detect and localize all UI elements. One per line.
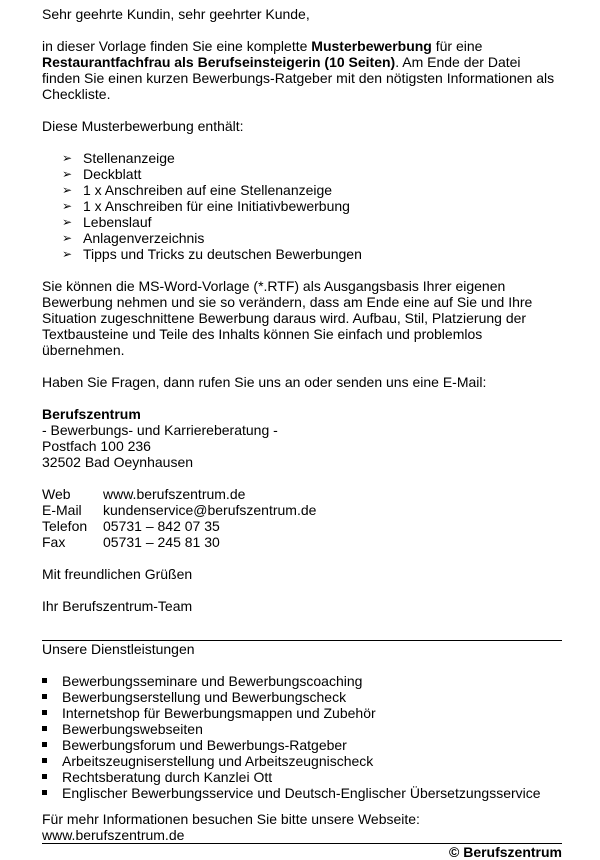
list-item: Internetshop für Bewerbungsmappen und Zubehör [42,705,562,721]
phone-value: 05731 – 842 07 35 [103,518,220,534]
list-item: Englischer Bewerbungsservice und Deutsch-Englischer Übersetzungsservice [42,785,562,801]
questions-paragraph: Haben Sie Fragen, dann rufen Sie uns an oder senden uns eine E-Mail: [42,374,487,390]
list-item: ➢ 1 x Anschreiben auf eine Stellenanzeige [62,182,333,198]
list-item: Bewerbungswebseiten [42,721,562,737]
contact-table [42,486,562,550]
document-page [42,6,562,860]
footer-info: Für mehr Informationen besuchen Sie bitte unsere Webseite: www.berufszentrum.de [42,811,420,843]
arrow-bullet-icon: ➢ [62,167,73,181]
fax-value: 05731 – 245 81 30 [103,534,220,550]
company-city: 32502 Bad Oeynhausen [42,454,194,470]
square-bullet-icon [42,678,47,683]
list-item: ➢ 1 x Anschreiben für eine Initiativbewerbung [62,198,350,214]
list-item: ➢ Anlagenverzeichnis [62,230,205,246]
company-postbox: Postfach 100 236 [42,438,151,454]
list-item: Arbeitszeugniserstellung und Arbeitszeugnischeck [42,753,562,769]
list-item: Bewerbungsseminare und Bewerbungscoaching [42,673,562,689]
list-item: Rechtsberatung durch Kanzlei Ott [42,769,562,785]
intro-bold-1: Musterbewerbung [311,38,432,54]
company-name: Berufszentrum [42,406,141,422]
contact-row-phone: Telefon 05731 – 842 07 35 [42,518,220,534]
list-item: ➢ Lebenslauf [62,214,152,230]
list-item: ➢ Deckblatt [62,166,142,182]
contents-heading: Diese Musterbewerbung enthält: [42,118,244,134]
signature: Ihr Berufszentrum-Team [42,598,193,614]
services-list [42,673,562,801]
square-bullet-icon [42,726,47,731]
usage-paragraph: Sie können die MS-Word-Vorlage (*.RTF) als Ausgangsbasis Ihrer eigenen Bewerbung nehmen und sie so verändern, dass am Ende eine auf Sie und Ihre Situation zugeschnittene Bewerbung daraus wird. Aufbau, Stil, Platzierung der Textbausteine und Teile des Inhalts können Sie einfach und problemlos übernehmen. [42,278,533,358]
square-bullet-icon [42,742,47,747]
arrow-bullet-icon: ➢ [62,231,73,245]
square-bullet-icon [42,710,47,715]
arrow-bullet-icon: ➢ [62,183,73,197]
contact-row-email: E-Mail kundenservice@berufszentrum.de [42,502,317,518]
intro-paragraph: in dieser Vorlage finden Sie eine komplette Musterbewerbung für eine Restaurantfachfrau als Berufseinsteigerin (10 Seiten). Am Ende der Datei finden Sie einen kurzen Bewerbungs-Ratgeber mit den nötigsten Informationen als Checkliste. [42,38,555,102]
square-bullet-icon [42,790,47,795]
arrow-bullet-icon: ➢ [62,199,73,213]
arrow-bullet-icon: ➢ [62,151,73,165]
contact-row-fax: Fax 05731 – 245 81 30 [42,534,220,550]
list-item: Bewerbungserstellung und Bewerbungscheck [42,689,562,705]
square-bullet-icon [42,694,47,699]
list-item: ➢ Tipps und Tricks zu deutschen Bewerbungen [62,246,362,262]
contents-list [42,150,562,262]
email-link[interactable]: kundenservice@berufszentrum.de [103,502,317,518]
company-tagline: - Bewerbungs- und Karriereberatung - [42,422,278,438]
list-item: Bewerbungsforum und Bewerbungs-Ratgeber [42,737,562,753]
web-link[interactable]: www.berufszentrum.de [103,486,246,502]
greeting: Sehr geehrte Kundin, sehr geehrter Kunde, [42,6,310,22]
services-heading: Unsere Dienstleistungen [42,641,195,657]
intro-bold-2: Restaurantfachfrau als Berufseinsteigerin (10 Seiten) [42,54,396,70]
copyright: © Berufszentrum [449,844,562,860]
list-item: ➢ Stellenanzeige [62,150,175,166]
closing: Mit freundlichen Grüßen [42,566,193,582]
arrow-bullet-icon: ➢ [62,247,73,261]
square-bullet-icon [42,758,47,763]
square-bullet-icon [42,774,47,779]
arrow-bullet-icon: ➢ [62,215,73,229]
contact-row-web: Web www.berufszentrum.de [42,486,246,502]
